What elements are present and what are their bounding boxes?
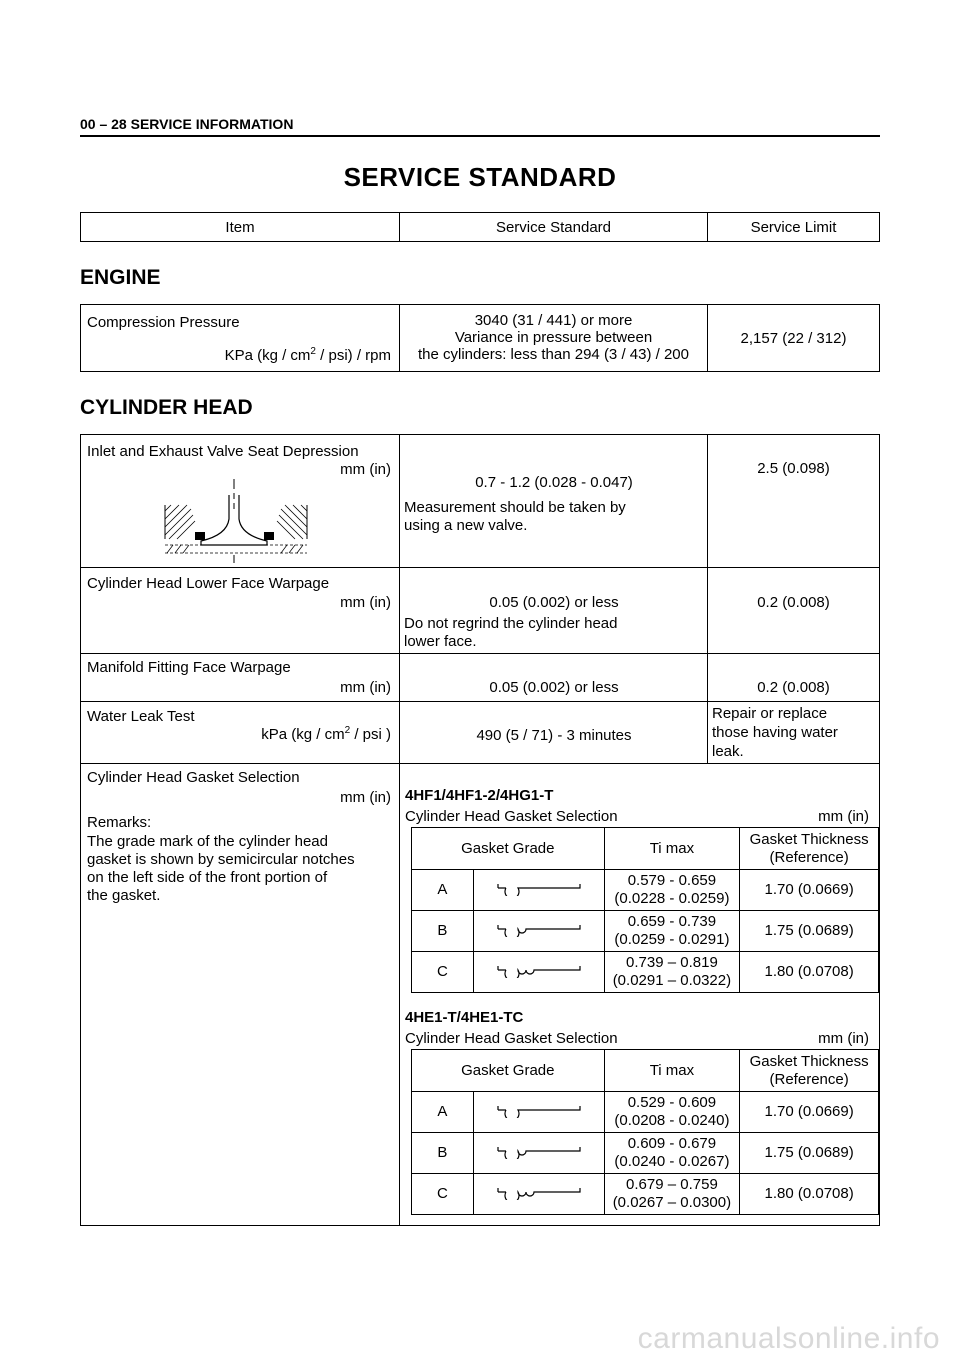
table-row [412,911,879,952]
valve-seat-diagram-icon [161,479,311,567]
water-leak-limit-line: leak. [712,743,744,760]
column-header-row [80,212,880,242]
thickness-cell: 1.75 (0.0689) [740,911,879,952]
gasket-table-2 [411,1049,879,1215]
ti-max-header: Ti max [604,828,740,870]
engine-table [80,304,880,372]
grade-cell: B [412,911,474,952]
column-header-item: Item [81,213,400,241]
table-row [412,1092,879,1133]
gasket-notch-icon [496,921,582,937]
gasket-thickness-header: Gasket Thickness (Reference) [740,1050,879,1092]
thickness-cell: 1.70 (0.0669) [740,1092,879,1133]
water-leak-row [81,702,879,764]
thickness-cell: 1.75 (0.0689) [740,1133,879,1174]
lower-face-limit: 0.2 (0.008) [757,594,830,611]
valve-seat-limit: 2.5 (0.098) [757,460,830,477]
grade-cell: A [412,870,474,911]
water-leak-limit-line: those having water [712,724,838,741]
gasket-table-caption: Cylinder Head Gasket Selection [405,808,618,825]
table-row [412,952,879,993]
manifold-row [81,654,879,702]
compression-standard-cell [400,305,708,371]
gasket-thickness-header: Gasket Thickness (Reference) [740,828,879,870]
lower-face-note-line: Do not regrind the cylinder head [404,615,618,632]
gasket-notch-icon [496,880,582,896]
gasket-notch-icon [496,1184,582,1200]
grade-cell: C [412,952,474,993]
gasket-table-unit: mm (in) [818,1030,869,1047]
gasket-table-1 [411,827,879,993]
section-heading-cylinder-head: CYLINDER HEAD [80,396,253,419]
valve-seat-unit: mm (in) [340,461,391,478]
column-header-standard: Service Standard [400,213,708,241]
water-leak-item-label: Water Leak Test [87,708,195,725]
compression-item-label: Compression Pressure [87,314,240,331]
lower-face-unit: mm (in) [340,594,391,611]
water-leak-limit-line: Repair or replace [712,705,828,722]
gasket-row [81,764,879,1225]
remarks-line: The grade mark of the cylinder head [87,833,328,850]
column-header-limit: Service Limit [750,218,837,236]
valve-seat-standard: 0.7 - 1.2 (0.028 - 0.047) [475,474,633,491]
remarks-line: the gasket. [87,887,161,904]
ti-max-cell: 0.679 – 0.759 (0.0267 – 0.0300) [604,1174,740,1215]
thickness-cell: 1.80 (0.0708) [740,1174,879,1215]
gasket-notch-icon [496,962,582,978]
running-header: 00 – 28 SERVICE INFORMATION [80,116,294,132]
ti-max-cell: 0.609 - 0.679 (0.0240 - 0.0267) [604,1133,740,1174]
gasket-table-caption: Cylinder Head Gasket Selection [405,1030,618,1047]
table-row [412,1174,879,1215]
ti-max-cell: 0.659 - 0.739 (0.0259 - 0.0291) [604,911,740,952]
lower-face-standard: 0.05 (0.002) or less [489,594,619,611]
lower-face-note-line: lower face. [404,633,477,650]
compression-limit: 2,157 (22 / 312) [740,329,847,347]
manifold-item-label: Manifold Fitting Face Warpage [87,659,291,676]
ti-max-cell: 0.579 - 0.659 (0.0228 - 0.0259) [604,870,740,911]
lower-face-row [81,568,879,654]
ti-max-header: Ti max [604,1050,740,1092]
ti-max-cell: 0.529 - 0.609 (0.0208 - 0.0240) [604,1092,740,1133]
page-title: SERVICE STANDARD [343,162,617,192]
valve-seat-note-line: using a new valve. [404,517,528,534]
gasket-grade-header: Gasket Grade [412,1050,605,1092]
manifold-unit: mm (in) [340,679,391,696]
compression-standard-line: 3040 (31 / 441) or more [474,312,633,329]
table-row [412,870,879,911]
gasket-unit: mm (in) [340,789,391,806]
ti-max-cell: 0.739 – 0.819 (0.0291 – 0.0322) [604,952,740,993]
table-row [412,1133,879,1174]
gasket-engine-label: 4HE1-T/4HE1-TC [405,1009,524,1026]
manifold-standard: 0.05 (0.002) or less [489,679,619,696]
valve-seat-row [81,435,879,568]
compression-standard-line: Variance in pressure between [454,329,653,346]
valve-seat-note-line: Measurement should be taken by [404,499,626,516]
gasket-item-label: Cylinder Head Gasket Selection [87,769,300,786]
gasket-notch-icon [496,1102,582,1118]
header-rule [80,135,880,137]
thickness-cell: 1.70 (0.0669) [740,870,879,911]
grade-cell: C [412,1174,474,1215]
remarks-title: Remarks: [87,814,152,831]
gasket-engine-label: 4HF1/4HF1-2/4HG1-T [405,787,554,804]
water-leak-unit: kPa ($kg / cm^2$ / psi ) [261,725,391,743]
water-leak-standard: 490 (5 / 71) - 3 minutes [476,727,632,744]
remarks-line: gasket is shown by semicircular notches [87,851,355,868]
compression-unit: KPa $(kg / cm^2 / psi)$ / rpm [224,346,391,364]
watermark: carmanualsonline.info [637,1322,940,1355]
gasket-grade-header: Gasket Grade [412,828,605,870]
lower-face-item-label: Cylinder Head Lower Face Warpage [87,575,330,592]
manifold-limit: 0.2 (0.008) [757,679,830,696]
remarks-line: on the left side of the front portion of [87,869,328,886]
gasket-notch-icon [496,1143,582,1159]
compression-standard-line: the cylinders: less than 294 (3 / 43) / 200 [418,346,689,363]
grade-cell: A [412,1092,474,1133]
grade-cell: B [412,1133,474,1174]
compression-item-cell [81,305,400,371]
gasket-table-unit: mm (in) [818,808,869,825]
valve-seat-item-label: Inlet and Exhaust Valve Seat Depression [87,443,359,460]
cylinder-head-table [80,434,880,1226]
section-heading-engine: ENGINE [80,266,161,289]
thickness-cell: 1.80 (0.0708) [740,952,879,993]
